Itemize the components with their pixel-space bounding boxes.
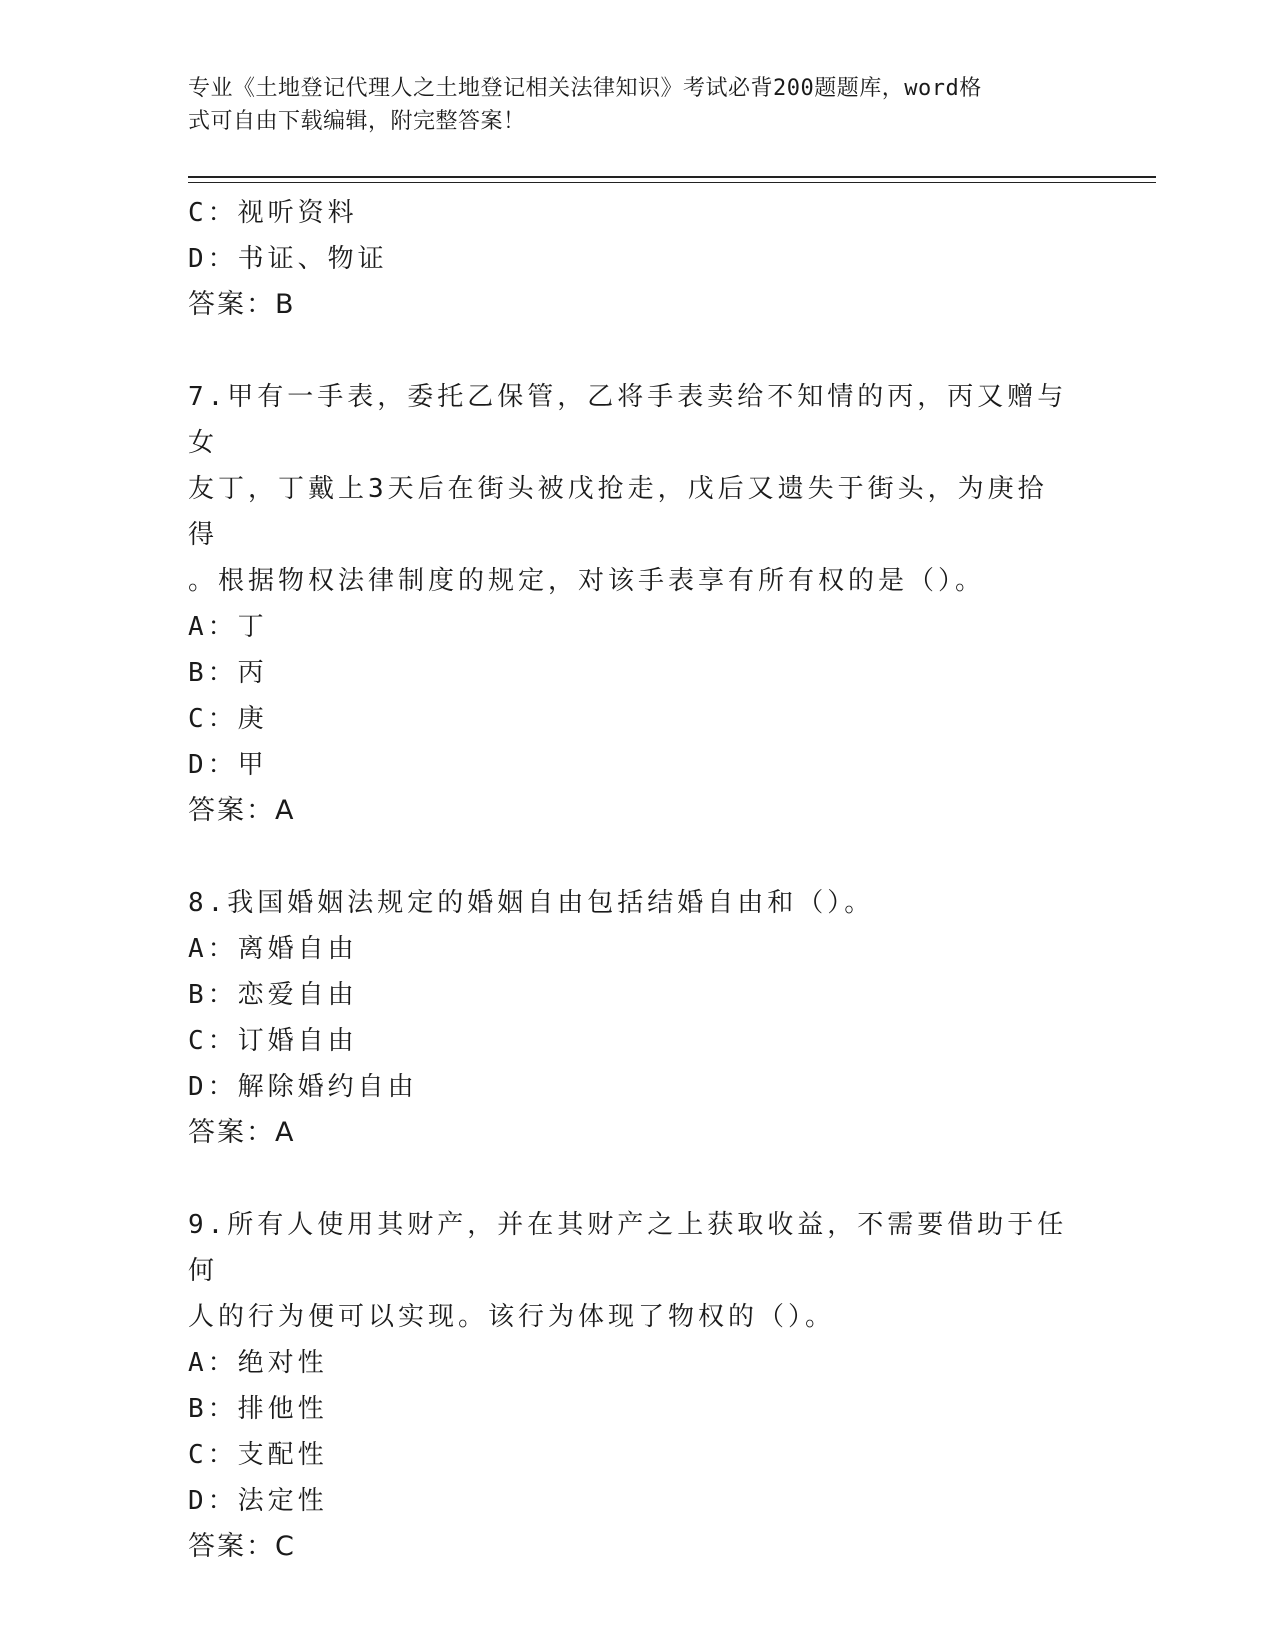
option-a: A：绝对性 — [188, 1348, 328, 1378]
answer-line: 答案：A — [188, 795, 296, 826]
option-b: B：排他性 — [188, 1394, 328, 1424]
question-list — [188, 190, 1068, 1570]
question-text-line: 友丁，丁戴上3天后在街头被戊抢走，戊后又遗失于街头，为庚拾得 — [188, 474, 1048, 550]
question-text-line: 人的行为便可以实现。该行为体现了物权的（）。 — [188, 1302, 836, 1332]
option-d: D：解除婚约自由 — [188, 1072, 418, 1102]
option-d: D：书证、物证 — [188, 244, 388, 274]
question-text-line: 9.所有人使用其财产，并在其财产之上获取收益，不需要借助于任何 — [188, 1210, 1068, 1286]
spacer — [188, 834, 1068, 880]
option-c: C：庚 — [188, 704, 268, 734]
option-a: A：离婚自由 — [188, 934, 358, 964]
header-line-2: 式可自由下载编辑，附完整答案！ — [188, 109, 526, 134]
option-c: C：支配性 — [188, 1440, 328, 1470]
question-block-prev — [188, 190, 1068, 328]
option-d: D：法定性 — [188, 1486, 328, 1516]
option-b: B：恋爱自由 — [188, 980, 358, 1010]
option-c: C：订婚自由 — [188, 1026, 358, 1056]
answer-line: 答案：C — [188, 1531, 296, 1562]
answer-line: 答案：A — [188, 1117, 296, 1148]
question-block-8 — [188, 880, 1068, 1156]
header-line-1: 专业《土地登记代理人之土地登记相关法律知识》考试必背200题题库，word格 — [188, 76, 982, 101]
option-a: A：丁 — [188, 612, 268, 642]
answer-line: 答案：B — [188, 289, 296, 320]
option-c: C：视听资料 — [188, 198, 358, 228]
question-block-9 — [188, 1202, 1068, 1570]
spacer — [188, 1156, 1068, 1202]
question-block-7 — [188, 374, 1068, 834]
question-text-line: 8.我国婚姻法规定的婚姻自由包括结婚自由和（）。 — [188, 888, 875, 918]
document-header — [188, 72, 1068, 138]
header-divider-thin — [188, 182, 1156, 183]
spacer — [188, 328, 1068, 374]
question-text-line: 。根据物权法律制度的规定，对该手表享有所有权的是（）。 — [188, 566, 986, 596]
question-text-line: 7.甲有一手表，委托乙保管，乙将手表卖给不知情的丙，丙又赠与女 — [188, 382, 1068, 458]
option-d: D：甲 — [188, 750, 268, 780]
option-b: B：丙 — [188, 658, 268, 688]
header-divider-thick — [188, 176, 1156, 178]
